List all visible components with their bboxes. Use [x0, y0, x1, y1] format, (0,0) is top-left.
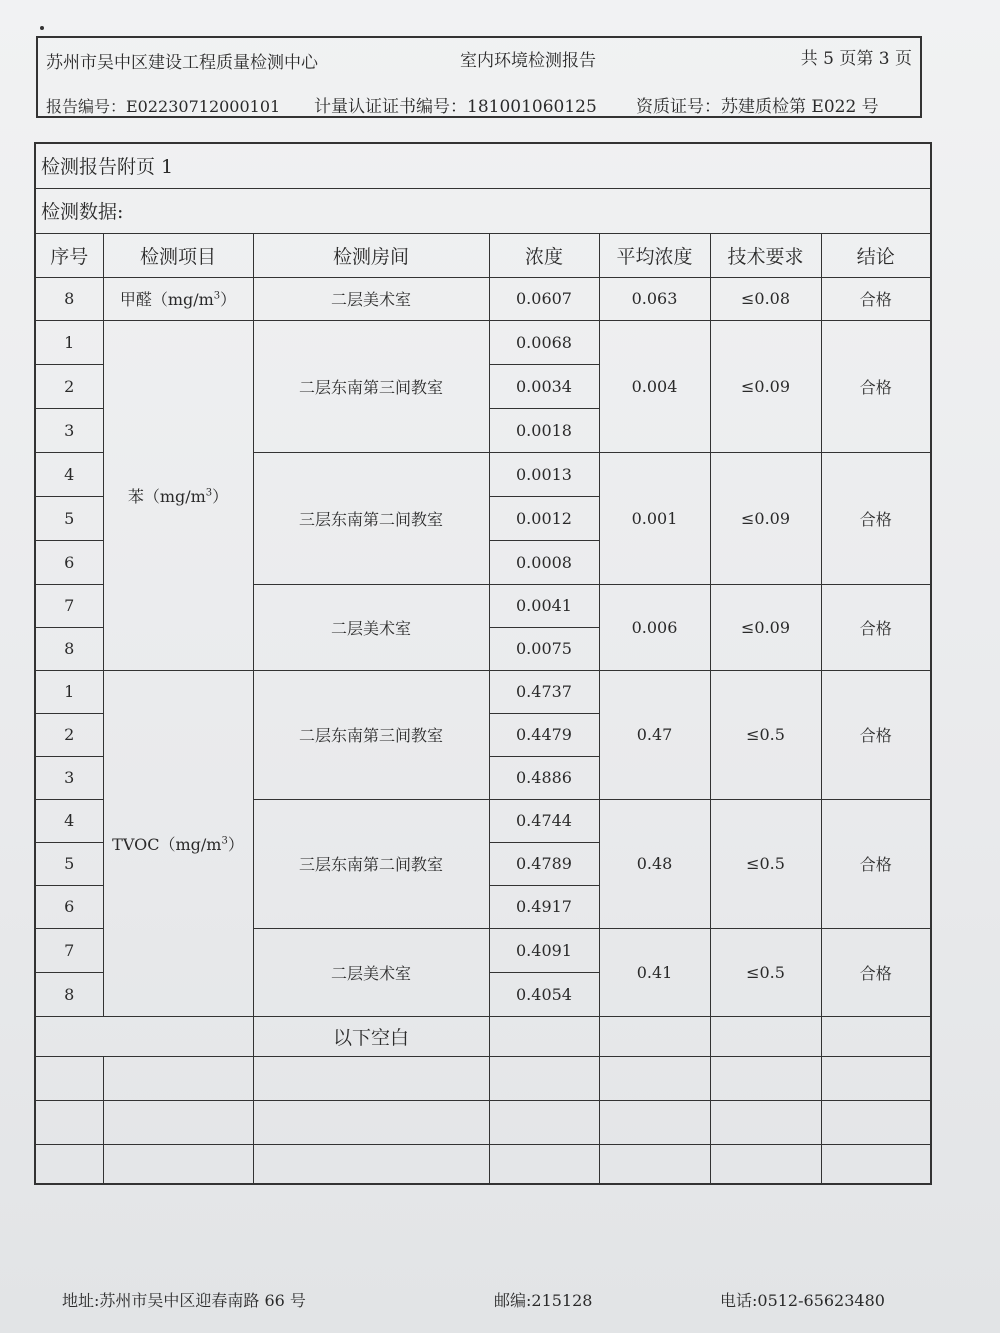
conc-cell: 0.4744: [489, 799, 599, 842]
room-cell: 二层东南第三间教室: [253, 670, 489, 799]
empty-cell: [489, 1056, 599, 1100]
col-header-avg: 平均浓度: [599, 233, 710, 277]
table-row: [35, 1100, 931, 1144]
empty-cell: [253, 1056, 489, 1100]
conc-cell: 0.0041: [489, 584, 599, 627]
seq-cell: 3: [35, 408, 103, 452]
result-cell: 合格: [821, 670, 931, 799]
data-table: [34, 142, 932, 1185]
room-cell: 三层东南第二间教室: [253, 452, 489, 584]
empty-cell: [103, 1100, 253, 1144]
conc-cell: 0.0607: [489, 277, 599, 320]
empty-cell: [103, 1144, 253, 1184]
conc-cell: 0.4789: [489, 842, 599, 885]
result-cell: 合格: [821, 320, 931, 452]
empty-cell: [821, 1016, 931, 1056]
seq-cell: 3: [35, 756, 103, 799]
empty-cell: [253, 1100, 489, 1144]
avg-cell: 0.004: [599, 320, 710, 452]
empty-cell: [599, 1100, 710, 1144]
avg-cell: 0.47: [599, 670, 710, 799]
empty-cell: [35, 1100, 103, 1144]
page-info: 共 5 页第 3 页: [800, 49, 912, 69]
appendix-title: 检测报告附页 1: [35, 143, 931, 188]
room-cell: 二层美术室: [253, 584, 489, 670]
col-header-result: 结论: [821, 233, 931, 277]
footer-address: 地址:苏州市吴中区迎春南路 66 号: [62, 1291, 306, 1310]
footer-postcode: 邮编:215128: [494, 1291, 593, 1310]
seq-cell: 4: [35, 452, 103, 496]
organization-name: 苏州市吴中区建设工程质量检测中心: [46, 53, 318, 73]
table-row: [35, 320, 931, 364]
seq-cell: 7: [35, 584, 103, 627]
seq-cell: 8: [35, 277, 103, 320]
col-header-item: 检测项目: [103, 233, 253, 277]
conc-cell: 0.4886: [489, 756, 599, 799]
avg-cell: 0.063: [599, 277, 710, 320]
room-cell: 二层美术室: [253, 928, 489, 1016]
conc-cell: 0.4091: [489, 928, 599, 972]
conc-cell: 0.0075: [489, 627, 599, 670]
req-cell: ≤0.09: [710, 452, 821, 584]
room-cell: 二层东南第三间教室: [253, 320, 489, 452]
empty-cell: [489, 1144, 599, 1184]
conc-cell: 0.4737: [489, 670, 599, 713]
conc-cell: 0.0008: [489, 540, 599, 584]
report-number: 报告编号：E02230712000101: [46, 97, 281, 116]
seq-cell: 2: [35, 364, 103, 408]
empty-cell: [35, 1144, 103, 1184]
table-row: [35, 1144, 931, 1184]
col-header-req: 技术要求: [710, 233, 821, 277]
room-cell: 三层东南第二间教室: [253, 799, 489, 928]
avg-cell: 0.001: [599, 452, 710, 584]
item-tvoc: $TVOC(mg/m^3)$: [103, 670, 253, 1016]
data-label: 检测数据:: [35, 188, 931, 233]
seq-cell: 8: [35, 627, 103, 670]
empty-cell: [253, 1144, 489, 1184]
req-cell: ≤0.08: [710, 277, 821, 320]
table-row: [35, 1056, 931, 1100]
col-header-seq: 序号: [35, 233, 103, 277]
empty-cell: [35, 1056, 103, 1100]
col-header-conc: 浓度: [489, 233, 599, 277]
empty-cell: [710, 1056, 821, 1100]
conc-cell: 0.0068: [489, 320, 599, 364]
item-formaldehyde: 甲醛$(mg/m^3)$: [103, 277, 253, 320]
report-title: 室内环境检测报告: [460, 51, 596, 71]
report-header-box: [36, 36, 922, 118]
conc-cell: 0.0012: [489, 496, 599, 540]
seq-cell: 2: [35, 713, 103, 756]
req-cell: ≤0.5: [710, 928, 821, 1016]
empty-cell: [710, 1016, 821, 1056]
table-row: [35, 670, 931, 713]
room-cell: 二层美术室: [253, 277, 489, 320]
avg-cell: 0.006: [599, 584, 710, 670]
seq-cell: 8: [35, 972, 103, 1016]
conc-cell: 0.0013: [489, 452, 599, 496]
seq-cell: 5: [35, 842, 103, 885]
empty-cell: [710, 1100, 821, 1144]
certificate-number: 计量认证证书编号：181001060125: [314, 97, 597, 117]
table-row: [35, 277, 931, 320]
avg-cell: 0.41: [599, 928, 710, 1016]
req-cell: ≤0.09: [710, 584, 821, 670]
conc-cell: 0.0018: [489, 408, 599, 452]
empty-cell: [710, 1144, 821, 1184]
conc-cell: 0.0034: [489, 364, 599, 408]
footer-phone: 电话:0512-65623480: [720, 1291, 885, 1310]
conc-cell: 0.4917: [489, 885, 599, 928]
req-cell: ≤0.09: [710, 320, 821, 452]
req-cell: ≤0.5: [710, 670, 821, 799]
seq-cell: 6: [35, 885, 103, 928]
empty-cell: [489, 1100, 599, 1144]
seq-cell: 5: [35, 496, 103, 540]
seq-cell: 6: [35, 540, 103, 584]
seq-cell: 7: [35, 928, 103, 972]
result-cell: 合格: [821, 277, 931, 320]
col-header-room: 检测房间: [253, 233, 489, 277]
empty-cell: [599, 1016, 710, 1056]
empty-cell: [599, 1056, 710, 1100]
seq-cell: 1: [35, 320, 103, 364]
result-cell: 合格: [821, 452, 931, 584]
conc-cell: 0.4054: [489, 972, 599, 1016]
req-cell: ≤0.5: [710, 799, 821, 928]
ink-dot: [40, 26, 44, 30]
empty-cell: [599, 1144, 710, 1184]
qualification-number: 资质证号：苏建质检第 E022 号: [636, 97, 879, 117]
empty-cell: [821, 1056, 931, 1100]
result-cell: 合格: [821, 928, 931, 1016]
empty-cell: [489, 1016, 599, 1056]
empty-cell: [821, 1144, 931, 1184]
empty-cell: [103, 1056, 253, 1100]
table-row: [35, 1016, 931, 1056]
seq-cell: 4: [35, 799, 103, 842]
result-cell: 合格: [821, 584, 931, 670]
empty-cell: [35, 1016, 253, 1056]
result-cell: 合格: [821, 799, 931, 928]
avg-cell: 0.48: [599, 799, 710, 928]
empty-cell: [821, 1100, 931, 1144]
seq-cell: 1: [35, 670, 103, 713]
item-benzene: 苯$(mg/m^3)$: [103, 320, 253, 670]
conc-cell: 0.4479: [489, 713, 599, 756]
blank-note: 以下空白: [253, 1016, 489, 1056]
